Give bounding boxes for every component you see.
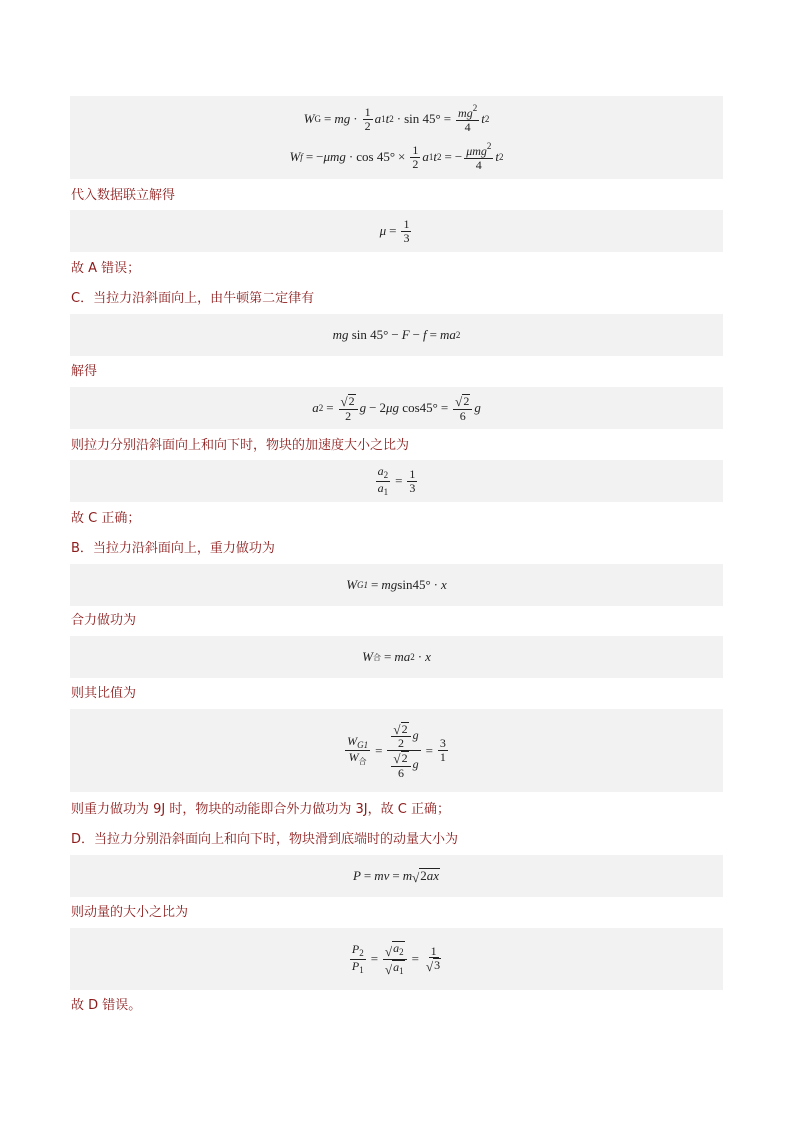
equation-newton: mg sin 45° − F − f = ma 2: [332, 327, 461, 342]
text-line-11: D．当拉力分别沿斜面向上和向下时，物块滑到底端时的动量大小为: [71, 832, 459, 847]
equation-ratio-a: $\frac{a_2}{a_1}$ = $\frac{1}{3}$: [377, 464, 416, 497]
equation-block-work-ratio: [70, 709, 723, 792]
text-line-2: 故 A 错误；: [71, 261, 141, 276]
text-line-4: 解得: [71, 364, 98, 379]
text-line-10: 则重力做功为 9J 时，物块的动能即合外力做功为 3J，故 C 正确；: [71, 802, 450, 817]
equation-block-mu: [70, 210, 723, 252]
equation-block-momentum-ratio: [70, 928, 723, 990]
equation-momentum: P = mv = m √ 2ax: [352, 868, 440, 885]
text-line-5: 则拉力分别沿斜面向上和向下时，物块的加速度大小之比为: [71, 438, 410, 453]
equation-block-whe: [70, 636, 723, 678]
equation-wf: W f = − μmg · cos 45° × $\frac{1}{2}$ a 1 t 2 = − $\frac{\mu mg^2}{4}$ t 2: [289, 141, 504, 172]
equation-block-wg1: [70, 564, 723, 606]
text-line-8: 合力做功为: [71, 613, 137, 628]
text-line-13: 故 D 错误。: [71, 998, 142, 1013]
equation-wg1: W G1 = mg sin45° · x: [346, 577, 447, 592]
text-line-7: B．当拉力沿斜面向上，重力做功为: [71, 541, 275, 556]
equation-mu: μ = $\frac{1}{3}$: [379, 216, 410, 245]
text-line-3: C．当拉力沿斜面向上，由牛顿第二定律有: [71, 291, 315, 306]
equation-block-newton: [70, 314, 723, 356]
equation-block-ratio-a: [70, 460, 723, 502]
equation-block-work: [70, 96, 723, 179]
equation-block-a2: [70, 387, 723, 429]
equation-work-ratio: $\frac{W_{G1}}{W_合}$ = √ 2 2 g √ 2 6 g = $\frac{3}{1}$: [347, 721, 446, 780]
equation-a2: a 2 = √ 2 2 g − 2 μg cos45° = √ 2 6 g: [312, 393, 481, 423]
equation-momentum-ratio: $\frac{P_2}{P_1}$ = √ $a_2$ √ $a_1$ = 1 √ 3: [351, 941, 441, 978]
text-line-9: 则其比值为: [71, 686, 137, 701]
equation-wg: W G = mg · $\frac{1}{2}$ a 1 t 2 · sin 45° = $\frac{mg^2}{4}$ t 2: [303, 103, 490, 134]
text-line-1: 代入数据联立解得: [71, 188, 176, 203]
equation-block-momentum: [70, 855, 723, 897]
text-line-12: 则动量的大小之比为: [71, 905, 189, 920]
equation-whe: W 合 = ma 2 · x: [362, 649, 431, 664]
text-line-6: 故 C 正确；: [71, 511, 141, 526]
